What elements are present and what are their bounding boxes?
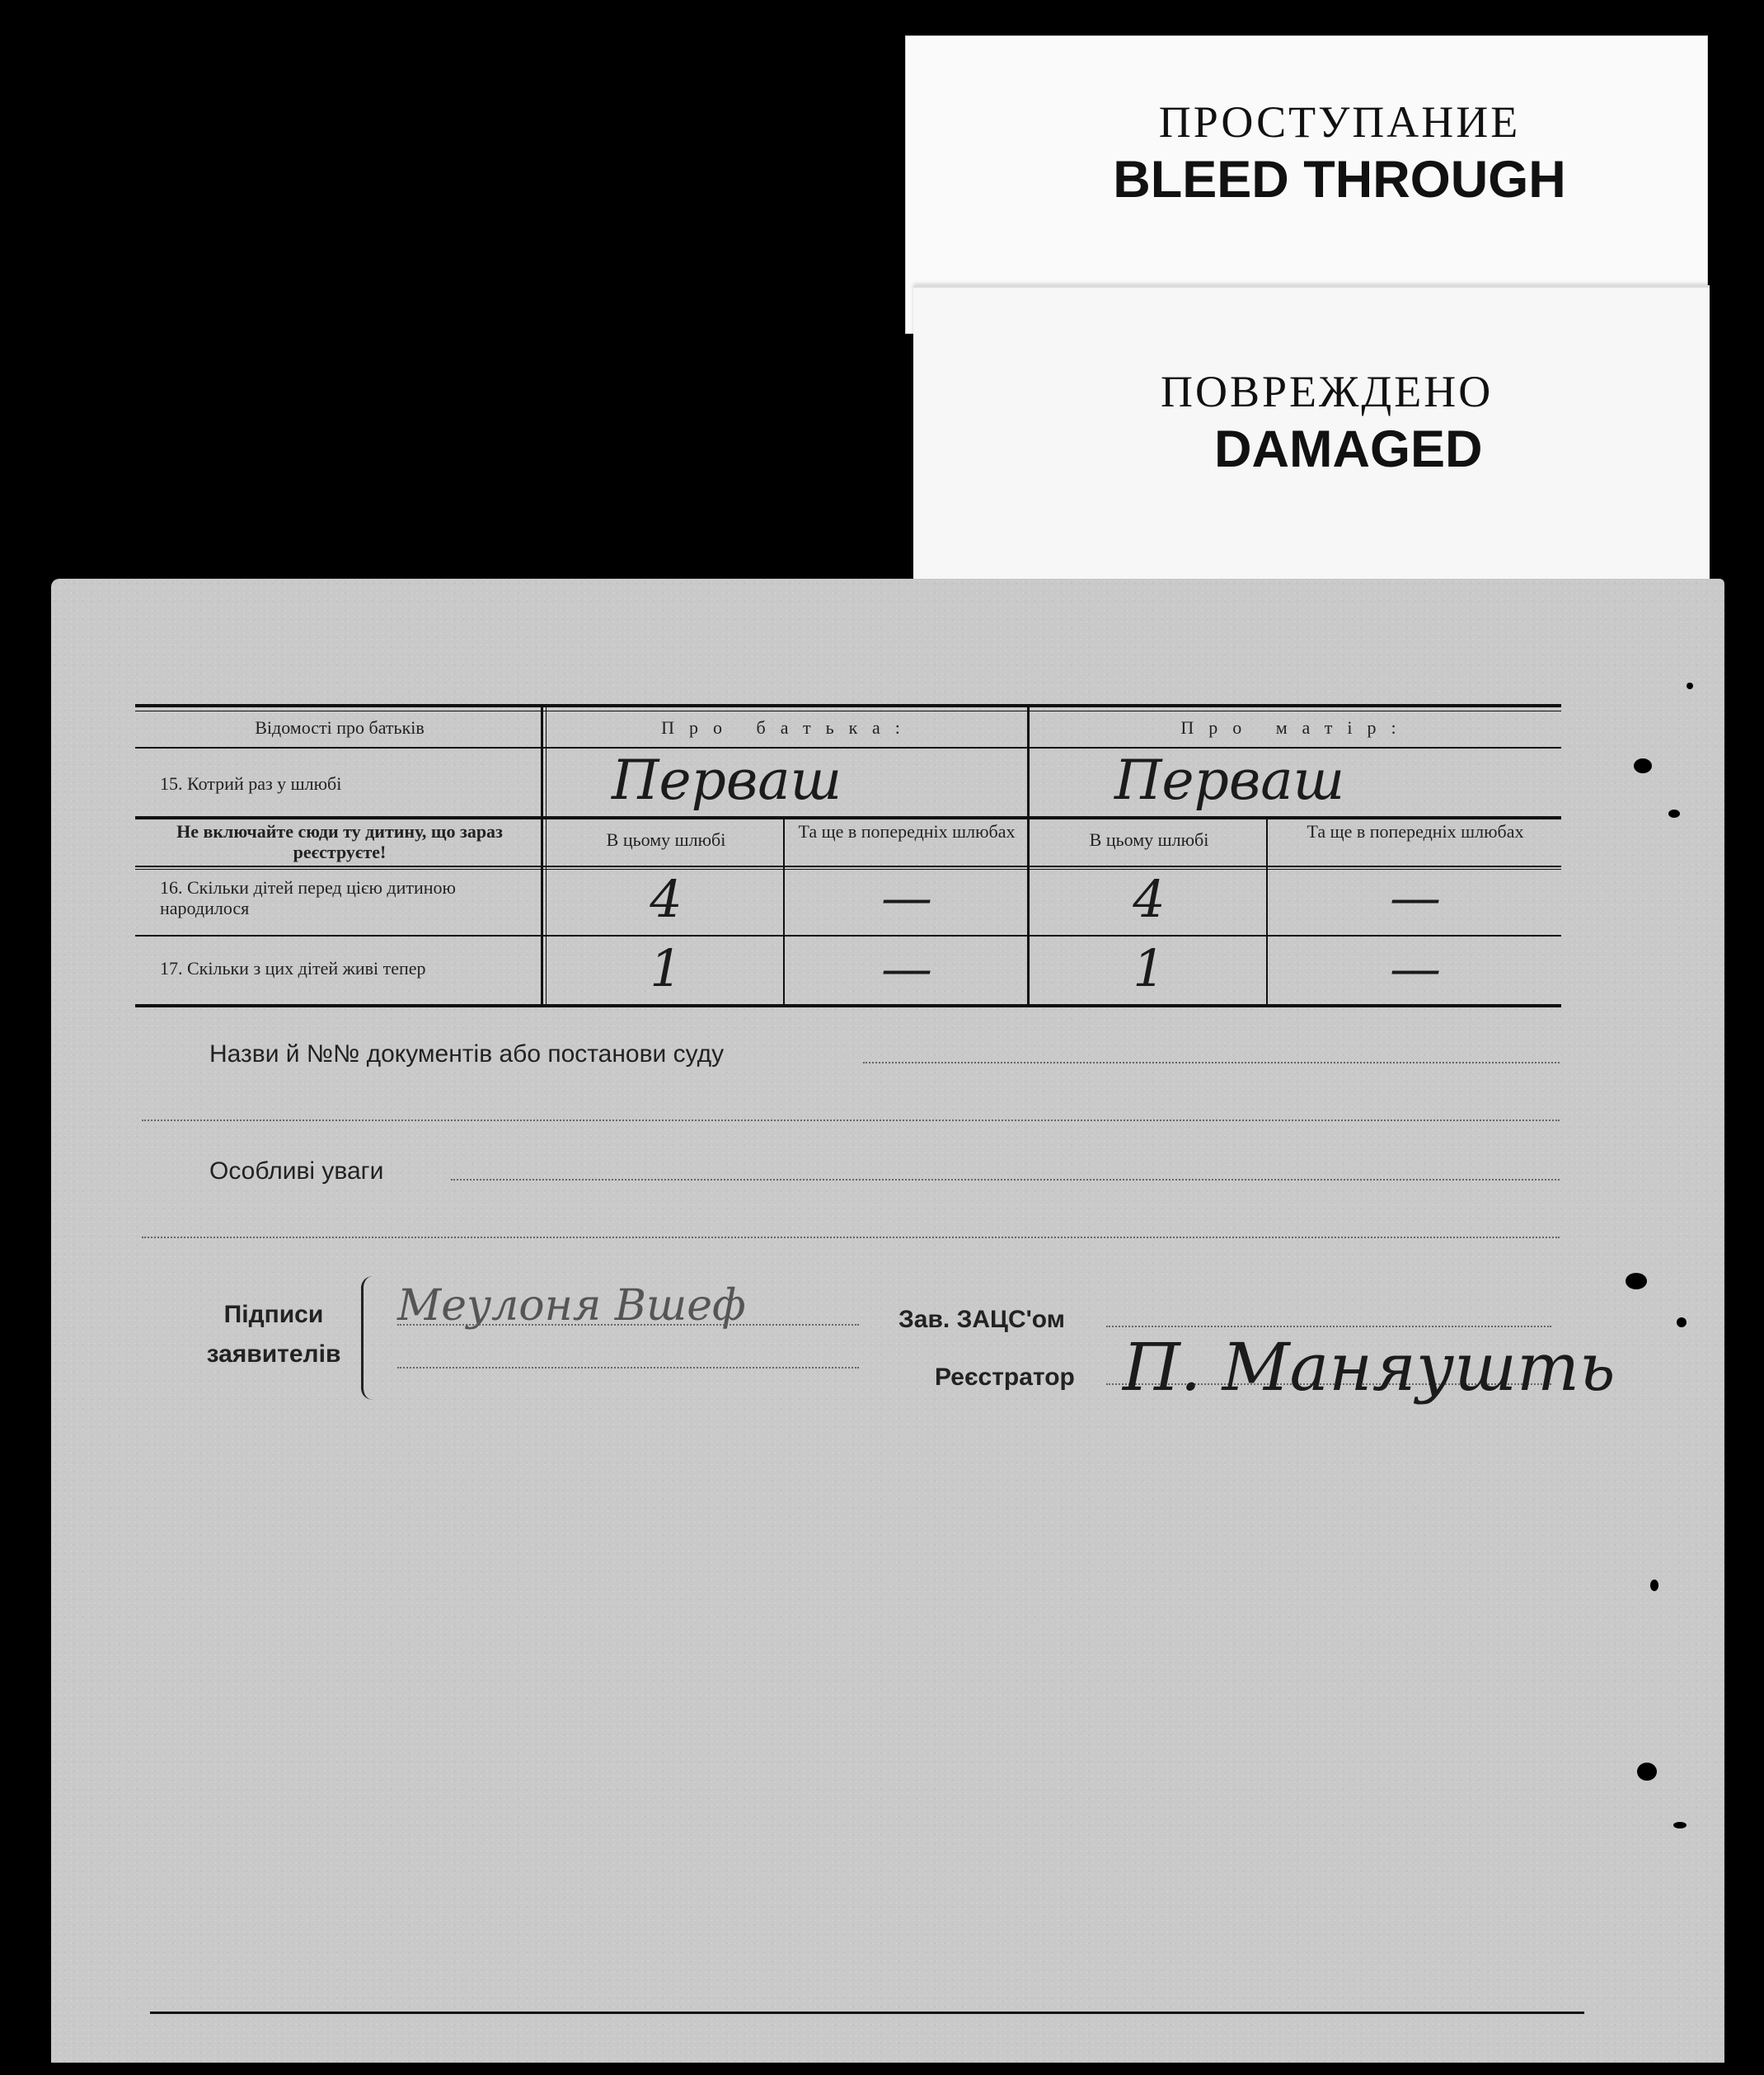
applicants-brace [361, 1276, 375, 1400]
damage-hole [1634, 758, 1652, 773]
row15-label: 15. Котрий раз у шлюбі [160, 773, 342, 794]
col-rule-3 [1027, 704, 1030, 1007]
damaged-flag [913, 285, 1710, 597]
damage-hole [1650, 1580, 1658, 1591]
damage-hole [1673, 1822, 1687, 1829]
documents-label: Назви й №№ документів або постанови суду [209, 1040, 725, 1068]
exclusion-note: Не включайте сюди ту дитину, що зараз реєструєте! [176, 821, 503, 863]
row16-mother-this: 4 [1133, 869, 1166, 929]
row17-label: 17. Скільки з цих дітей живі тепер [160, 958, 426, 979]
applicants-label-line2: заявителів [206, 1340, 341, 1368]
zags-head-label: Зав. ЗАЦС'ом [898, 1306, 1065, 1333]
damage-hole [1668, 810, 1680, 818]
damage-hole [1677, 1317, 1687, 1327]
row15-mother-value: Перваш [1114, 749, 1345, 812]
row15-father-value: Перваш [612, 749, 842, 812]
bleed-through-ru-text: ПРОСТУПАНИЕ [1158, 97, 1521, 147]
father-prev-marriages-header: Та ще в попередніх шлюбах [798, 821, 1016, 842]
col-rule-1b [546, 704, 547, 1007]
header-mother: Про матір: [1180, 717, 1411, 738]
row16-mother-prev: — [1390, 867, 1441, 927]
applicants-line-2 [397, 1367, 859, 1368]
row17-mother-prev: — [1390, 938, 1441, 998]
bleed-through-en-text: BLEED THROUGH [1113, 151, 1566, 209]
special-notes-line-1 [451, 1179, 1560, 1181]
registrar-label: Реєстратор [935, 1364, 1075, 1391]
row17-mother-this: 1 [1133, 938, 1166, 998]
applicants-label-line1: Підписи [223, 1301, 324, 1328]
row16-father-prev: — [881, 867, 932, 927]
table-bottom-rule [135, 1004, 1561, 1007]
applicants-line-1 [397, 1324, 859, 1326]
registrar-signature: П. Маняушть [1123, 1329, 1616, 1406]
damaged-ru-text: ПОВРЕЖДЕНО [1161, 367, 1494, 416]
col-rule-1 [541, 704, 543, 1007]
record-sheet [51, 579, 1724, 2063]
row17-father-this: 1 [650, 938, 683, 998]
edge-mark [1687, 683, 1693, 689]
zags-head-line [1106, 1326, 1551, 1327]
row16-label: 16. Скільки дітей перед цією дитиною народилося [160, 877, 456, 919]
row-rule-4 [135, 935, 1561, 937]
damage-hole [1637, 1763, 1657, 1781]
documents-line-1 [863, 1062, 1560, 1063]
col-rule-4 [1266, 819, 1268, 1007]
header-father: Про батька: [661, 717, 915, 738]
mother-this-marriage-header: В цьому шлюбі [1089, 829, 1209, 850]
mother-prev-marriages-header: Та ще в попередніх шлюбах [1307, 821, 1524, 842]
row-rule-1 [135, 747, 1561, 749]
special-notes-line-2 [142, 1237, 1560, 1238]
special-notes-label: Особливі уваги [209, 1157, 384, 1185]
documents-line-2 [142, 1120, 1560, 1121]
damage-hole [1626, 1273, 1647, 1289]
table-top-rule [135, 704, 1561, 707]
row17-father-prev: — [881, 938, 932, 998]
father-this-marriage-header: В цьому шлюбі [606, 829, 726, 850]
col-rule-2 [783, 819, 785, 1007]
header-parents-info: Відомості про батьків [255, 717, 425, 738]
row16-father-this: 4 [650, 869, 683, 929]
applicants-signature: Меулоня Вшеф [397, 1281, 746, 1331]
damaged-en-text: DAMAGED [1214, 420, 1483, 478]
row-rule-2 [135, 816, 1561, 819]
sheet-bottom-rule [150, 2012, 1584, 2014]
